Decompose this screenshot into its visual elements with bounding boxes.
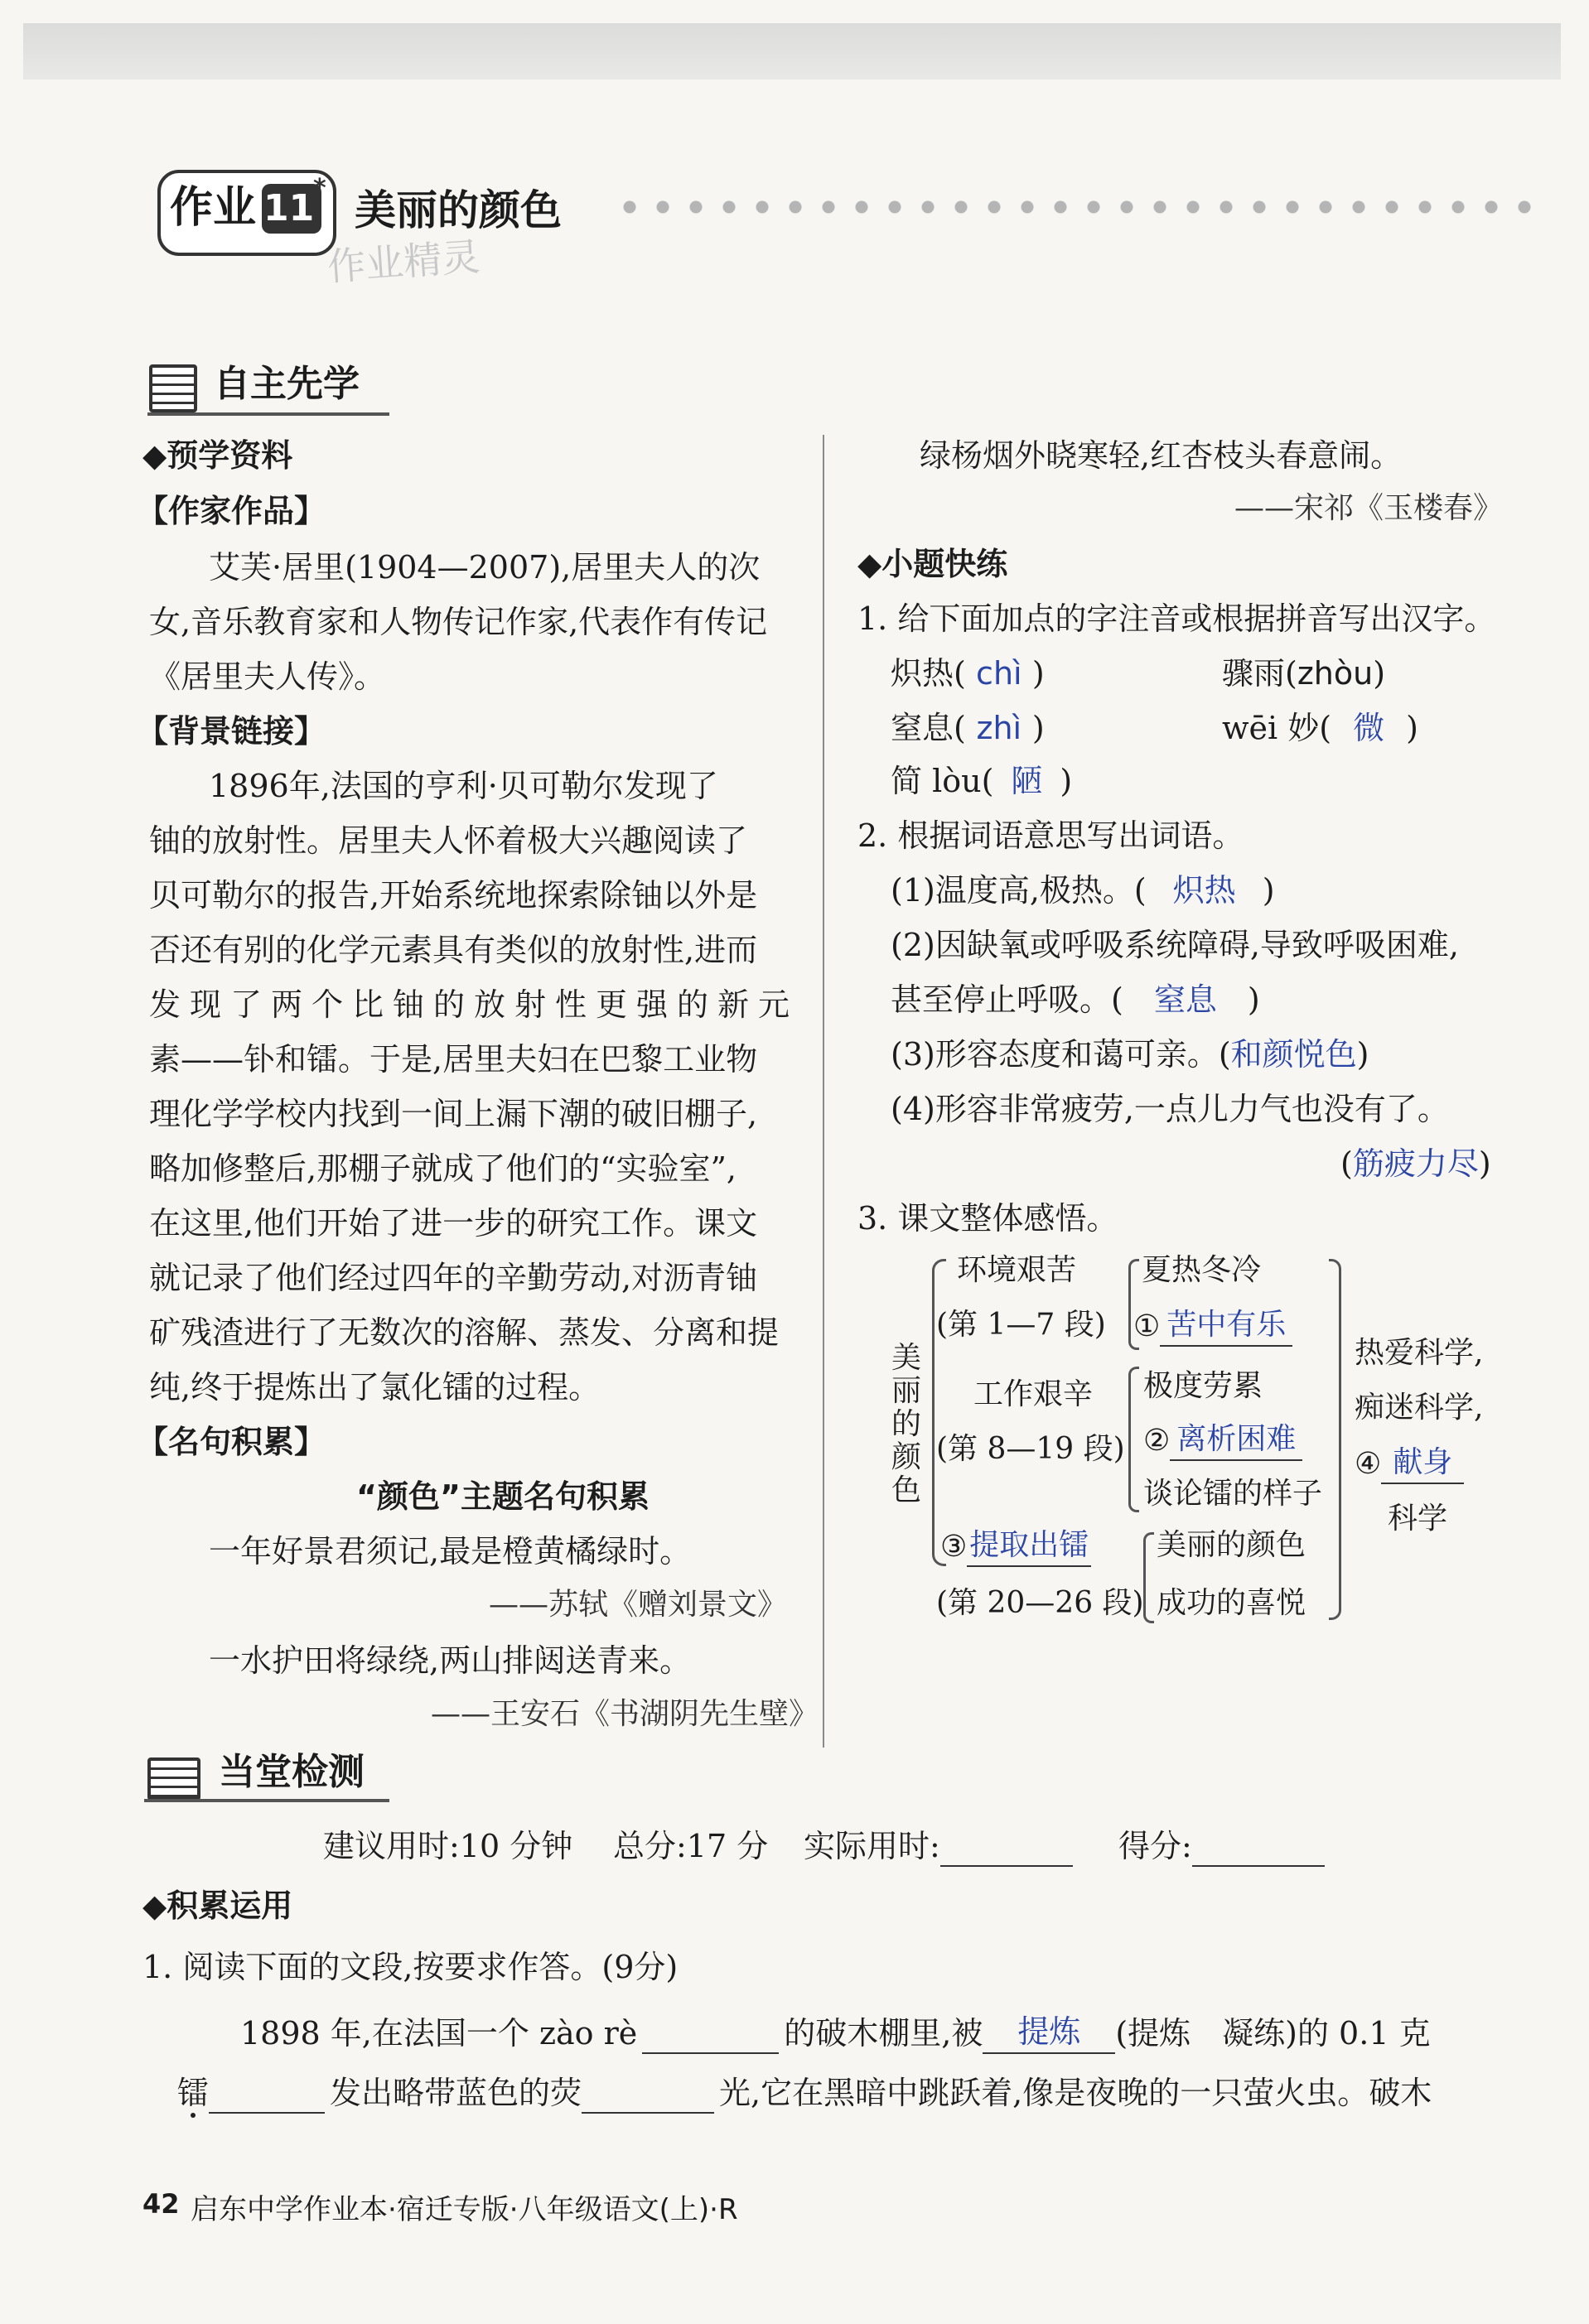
column-divider: [823, 435, 824, 1748]
quote-3-source: ——宋祁《玉楼春》: [1234, 491, 1504, 525]
timing-total: 总分:17 分: [613, 1828, 769, 1864]
q3-root: 美丽的颜色: [891, 1341, 921, 1507]
q3-conclusion-2: 痴迷科学,: [1355, 1391, 1484, 1425]
author-line-2: 女,音乐教育家和人物传记作家,代表作有传记: [149, 604, 768, 640]
q2-item-1-answer: 炽热: [1172, 872, 1236, 909]
q2-item-1: [891, 870, 1275, 911]
top-scan-band: [23, 23, 1561, 80]
s2-q1-blank-2[interactable]: [209, 2079, 325, 2114]
q2-item-4-open: (: [1340, 1145, 1353, 1182]
header-dot-row: [613, 199, 1549, 215]
q2-item-2: (2)因缺氧或呼吸系统障碍,导致呼吸困难,: [891, 927, 1459, 963]
quote-2-source: ——王安石《书湖阴先生壁》: [431, 1697, 819, 1731]
q3-b2-detail: 极度劳累: [1143, 1369, 1263, 1403]
book-title: 启东中学作业本·宿迁专版·八年级语文(上)·R: [191, 2193, 738, 2226]
q3-b3-detail2: 成功的喜悦: [1157, 1586, 1306, 1620]
timing-score-field[interactable]: [1192, 1832, 1325, 1867]
q2-item-4-answer: 筋疲力尽: [1352, 1145, 1479, 1182]
s2-q1-line1-b: 的破木棚里,被: [784, 2015, 983, 2052]
timing-score: [1118, 1825, 1325, 1867]
q3-b2-label: 工作艰辛: [973, 1377, 1094, 1411]
badge-text: 作业: [170, 183, 257, 233]
q3-b3-range: (第 20—26 段): [936, 1586, 1144, 1620]
quote-2-text: 一水护田将绿绕,两山排闼送青来。: [209, 1642, 692, 1679]
practice-heading: ◆小题快练: [857, 546, 1008, 582]
q3-b2-range: (第 8—19 段): [936, 1432, 1125, 1466]
quotes-label: 【名句积累】: [137, 1424, 326, 1460]
q1-item-2-close: ): [1373, 655, 1386, 692]
q1-item-3-prompt: 窒息(: [891, 710, 966, 746]
q3-b3-detail: 美丽的颜色: [1157, 1528, 1306, 1562]
background-line-6: 素——钋和镭。于是,居里夫妇在巴黎工业物: [149, 1041, 758, 1078]
q3-b1-range: (第 1—7 段): [936, 1308, 1106, 1342]
q3-answer4: 献身: [1381, 1443, 1464, 1484]
q2-item-2-cont-text: 甚至停止呼吸。(: [891, 981, 1123, 1018]
q2-item-2-cont: [891, 979, 1260, 1020]
q3-tail: 科学: [1388, 1502, 1448, 1536]
q1-item-5-answer: 陋: [1011, 763, 1043, 799]
q2-item-3-close: ): [1356, 1036, 1369, 1073]
q3-b3-answer-line: [940, 1526, 1091, 1567]
q3-b1-answer: 苦中有乐: [1160, 1305, 1292, 1347]
timing-score-label: 得分:: [1118, 1828, 1192, 1864]
background-line-4: 否还有别的化学元素具有类似的放射性,进而: [149, 932, 758, 968]
q1-item-3-answer: zhì: [976, 710, 1022, 746]
q1-item-5: [891, 760, 1072, 802]
s2-q1-answer-1: 提炼: [983, 2011, 1115, 2054]
q1-item-5-prompt: 简 lòu(: [891, 763, 994, 799]
q3-b2-detail2: 谈论镭的样子: [1143, 1477, 1323, 1511]
s2-q1-line2-c: 光,它在黑暗中跳跃着,像是夜晚的一只萤火虫。破木: [719, 2075, 1432, 2111]
background-line-5: 发现了两个比铀的放射性更强的新元: [149, 986, 799, 1023]
q2-item-3-text: (3)形容态度和蔼可亲。(: [891, 1036, 1231, 1073]
background-label: 【背景链接】: [137, 713, 326, 750]
page-number: 42: [142, 2188, 180, 2220]
s2-q1-line1: [240, 2011, 1431, 2054]
q3-b1-circle: ①: [1133, 1309, 1161, 1343]
q1-item-1-close: ): [1031, 655, 1045, 692]
q1-item-1: [891, 653, 1045, 694]
q3-right-brace: [1329, 1259, 1341, 1620]
q3-stem: 3. 课文整体感悟。: [857, 1200, 1118, 1237]
q1-stem: 1. 给下面加点的字注音或根据拼音写出汉字。: [857, 600, 1496, 637]
q1-item-4-close: ): [1406, 710, 1418, 746]
background-line-2: 铀的放射性。居里夫人怀着极大兴趣阅读了: [149, 822, 748, 859]
q1-item-5-close: ): [1060, 763, 1073, 799]
preview-heading: ◆预学资料: [142, 437, 293, 474]
q2-item-2-answer: 窒息: [1153, 981, 1217, 1018]
q2-item-1-close: ): [1262, 872, 1275, 909]
s2-q1-stem: 1. 阅读下面的文段,按要求作答。(9分): [142, 1949, 679, 1985]
background-line-8: 略加修整后,那棚子就成了他们的“实验室”,: [149, 1150, 737, 1187]
q2-item-3: [891, 1034, 1369, 1075]
q1-item-4: [1222, 707, 1418, 749]
q3-b3-brace: [1143, 1532, 1154, 1623]
q3-answer4-line: [1355, 1443, 1464, 1484]
quote-1-source: ——苏轼《赠刘景文》: [489, 1588, 788, 1622]
badge-star: *: [313, 174, 326, 203]
s2-q1-line1-a: 1898 年,在法国一个 zào rè: [240, 2015, 638, 2052]
q2-item-4: (4)形容非常疲劳,一点儿力气也没有了。: [891, 1091, 1449, 1127]
open-book-icon: [147, 1757, 200, 1801]
author-line-1: 艾芙·居里(1904—2007),居里夫人的次: [209, 549, 761, 586]
q2-item-2-close: ): [1247, 981, 1260, 1018]
section-title-zizhu: 自主先学: [214, 363, 360, 405]
q2-item-3-answer: 和颜悦色: [1230, 1036, 1357, 1073]
s2-q1-line1-c: (提炼 凝练)的 0.1 克: [1115, 2015, 1431, 2052]
quote-1-text: 一年好景君须记,最是橙黄橘绿时。: [209, 1533, 692, 1569]
section-underline: [147, 412, 389, 416]
q3-b2-circle: ②: [1143, 1424, 1171, 1458]
background-line-7: 理化学学校内找到一间上漏下潮的破旧棚子,: [149, 1096, 758, 1132]
section2-sub: ◆积累运用: [142, 1888, 293, 1924]
background-line-9: 在这里,他们开始了进一步的研究工作。课文: [149, 1205, 758, 1242]
q2-item-4-answer-line: [1340, 1143, 1491, 1184]
s2-q1-blank-1[interactable]: [642, 2019, 779, 2054]
q3-b3-answer: 提取出镭: [967, 1526, 1091, 1567]
timing-actual-field[interactable]: [940, 1832, 1073, 1867]
timing-actual-label: 实际用时:: [804, 1828, 940, 1864]
q1-item-2-answer: zhòu: [1297, 655, 1374, 692]
badge-number: 11: [263, 187, 315, 229]
timing-suggest: 建议用时:10 分钟: [323, 1828, 573, 1864]
author-works-label: 【作家作品】: [137, 493, 326, 529]
section2-underline: [144, 1799, 389, 1802]
q1-item-4-answer: 微: [1353, 710, 1385, 746]
q1-item-1-prompt: 炽热(: [891, 655, 966, 692]
q3-b2-brace: [1128, 1367, 1139, 1512]
author-line-3: 《居里夫人传》。: [149, 658, 386, 695]
q2-item-1-text: (1)温度高,极热。(: [891, 872, 1147, 909]
s2-q1-blank-3[interactable]: [582, 2079, 714, 2114]
q3-circle4: ④: [1355, 1447, 1382, 1481]
q1-item-4-prompt: wēi 妙(: [1222, 710, 1332, 746]
background-line-11: 矿残渣进行了无数次的溶解、蒸发、分离和提: [149, 1314, 780, 1351]
s2-q1-line2-a: 镭: [177, 2075, 210, 2111]
q3-b2-answer: 离析困难: [1170, 1420, 1302, 1461]
q1-item-3: [891, 707, 1045, 749]
q1-item-3-close: ): [1031, 710, 1045, 746]
lesson-title: 美丽的颜色: [355, 186, 562, 234]
q1-item-2: [1222, 653, 1385, 694]
q3-b1-answer-line: [1133, 1305, 1292, 1347]
q3-b2-answer-line: [1143, 1420, 1302, 1461]
quote-3-text: 绿杨烟外晓寒轻,红杏枝头春意闹。: [920, 437, 1403, 474]
background-line-3: 贝可勒尔的报告,开始系统地探索除铀以外是: [149, 877, 758, 914]
q1-item-2-prompt: 骤雨(: [1222, 655, 1297, 692]
timing-actual: [804, 1825, 1073, 1867]
s2-q1-line2-b: 发出略带蓝色的荧: [330, 2075, 582, 2111]
q2-item-4-close: ): [1478, 1145, 1491, 1182]
q3-b1-label: 环境艰苦: [957, 1253, 1077, 1287]
quotes-subtitle: “颜色”主题名句积累: [356, 1478, 650, 1515]
watermark: 作业精灵: [326, 234, 481, 290]
section-title-dangtang: 当堂检测: [219, 1751, 365, 1793]
background-line-12: 纯,终于提炼出了氯化镭的过程。: [149, 1369, 601, 1405]
q1-item-1-answer: chì: [976, 655, 1022, 692]
book-icon: [149, 364, 197, 412]
q3-b3-circle: ③: [940, 1530, 968, 1564]
q2-stem: 2. 根据词语意思写出词语。: [857, 817, 1244, 854]
background-line-10: 就记录了他们经过四年的辛勤劳动,对沥青铀: [149, 1260, 758, 1296]
q3-b1-detail: 夏热冬冷: [1142, 1253, 1262, 1287]
background-line-1: 1896年,法国的亨利·贝可勒尔发现了: [209, 768, 718, 804]
q3-conclusion-1: 热爱科学,: [1355, 1336, 1484, 1370]
s2-q1-line2: [177, 2072, 1432, 2114]
